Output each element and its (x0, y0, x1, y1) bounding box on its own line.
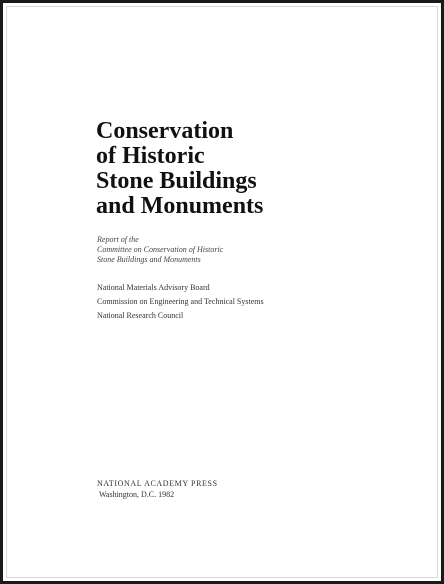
publisher-place-date: Washington, D.C. 1982 (99, 490, 175, 499)
organization-item: National Materials Advisory Board (97, 283, 210, 292)
organization-list (97, 281, 264, 323)
title-line-2: of Historic (96, 143, 205, 169)
report-subtitle (97, 235, 223, 265)
book-title (96, 119, 263, 219)
publisher-name: NATIONAL ACADEMY PRESS (97, 479, 218, 488)
title-line-4: and Monuments (96, 193, 264, 219)
organization-item: Commission on Engineering and Technical Systems (97, 297, 264, 306)
report-line-2: Committee on Conservation of Historic (97, 245, 224, 254)
report-line-3: Stone Buildings and Monuments (97, 255, 201, 264)
report-line-1: Report of the (97, 235, 139, 244)
organization-item: National Research Council (97, 311, 184, 320)
title-line-3: Stone Buildings (96, 168, 257, 194)
publisher-block (97, 478, 218, 500)
title-line-1: Conservation (96, 118, 234, 144)
